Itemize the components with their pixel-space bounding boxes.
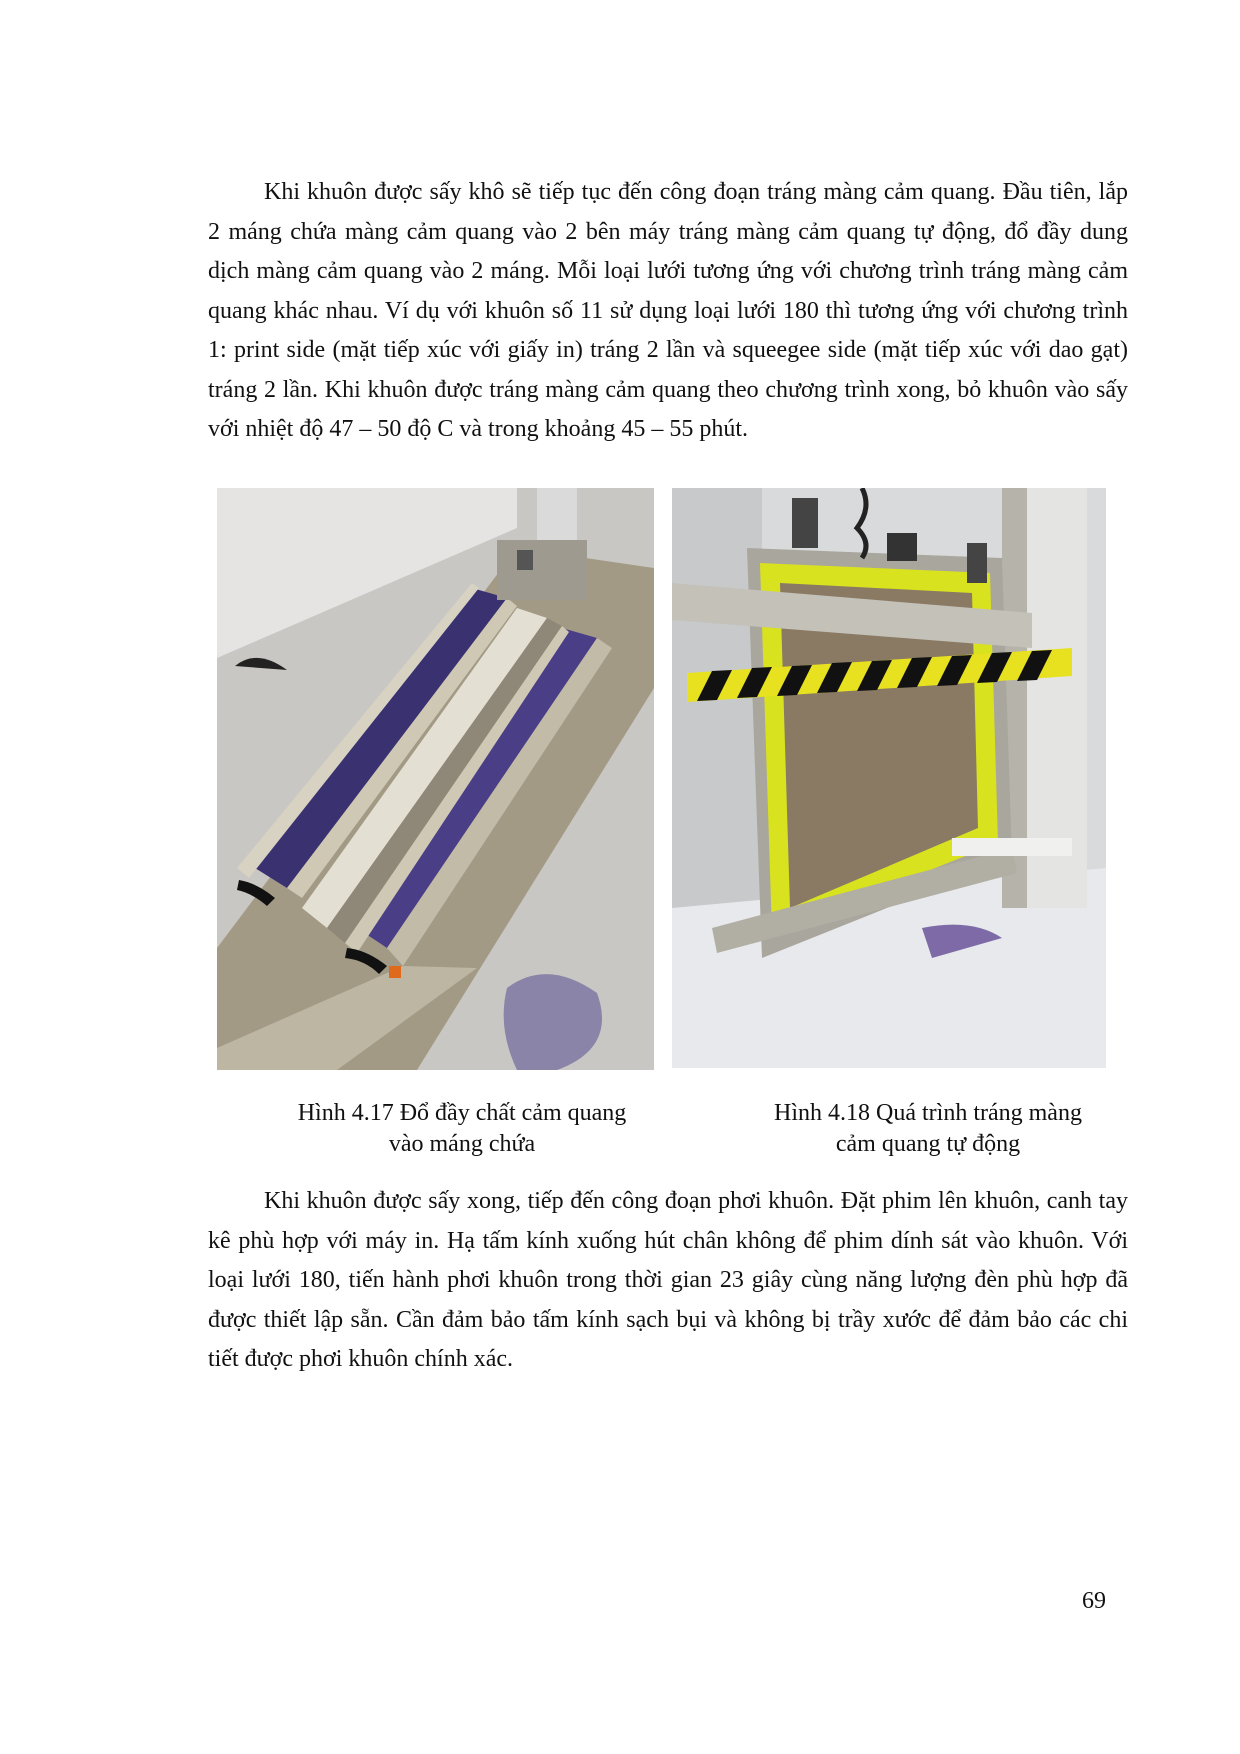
figure-caption-4-18	[738, 1098, 1118, 1160]
caption-line: vào máng chứa	[388, 1131, 536, 1157]
figure-caption-4-17	[262, 1098, 662, 1160]
caption-line: Hình 4.17 Đổ đầy chất cảm quang	[297, 1100, 627, 1126]
coating-troughs-photo	[217, 488, 654, 1070]
caption-line: cảm quang tự động	[835, 1131, 1021, 1157]
body-paragraph-2: Khi khuôn được sấy xong, tiếp đến công đoạn phơi khuôn. Đặt phim lên khuôn, canh tay kê phù hợp với máy in. Hạ tấm kính xuống hút chân không để phim dính sát vào khuôn. Với loại lưới 180, tiến hành phơi khuôn trong thời gian 23 giây cùng năng lượng đèn phù hợp đã được thiết lập sẵn. Cần đảm bảo tấm kính sạch bụi và không bị trầy xước để đảm bảo các chi tiết được phơi khuôn chính xác.	[208, 1188, 1128, 1372]
page-number: 69	[1082, 1588, 1106, 1614]
caption-line: Hình 4.18 Quá trình tráng màng	[774, 1100, 1082, 1126]
body-paragraph-1: Khi khuôn được sấy khô sẽ tiếp tục đến công đoạn tráng màng cảm quang. Đầu tiên, lắp 2 máng chứa màng cảm quang vào 2 bên máy tráng màng cảm quang tự động, đổ đầy dung dịch màng cảm quang vào 2 máng. Mỗi loại lưới tương ứng với chương trình tráng màng cảm quang khác nhau. Ví dụ với khuôn số 11 sử dụng loại lưới 180 thì tương ứng với chương trình 1: print side (mặt tiếp xúc với giấy in) tráng 2 lần và squeegee side (mặt tiếp xúc với dao gạt) tráng 2 lần. Khi khuôn được tráng màng cảm quang theo chương trình xong, bỏ khuôn vào sấy với nhiệt độ 47 – 50 độ C và trong khoảng 45 – 55 phút.	[208, 179, 1128, 442]
auto-coating-machine-photo	[672, 488, 1106, 1068]
